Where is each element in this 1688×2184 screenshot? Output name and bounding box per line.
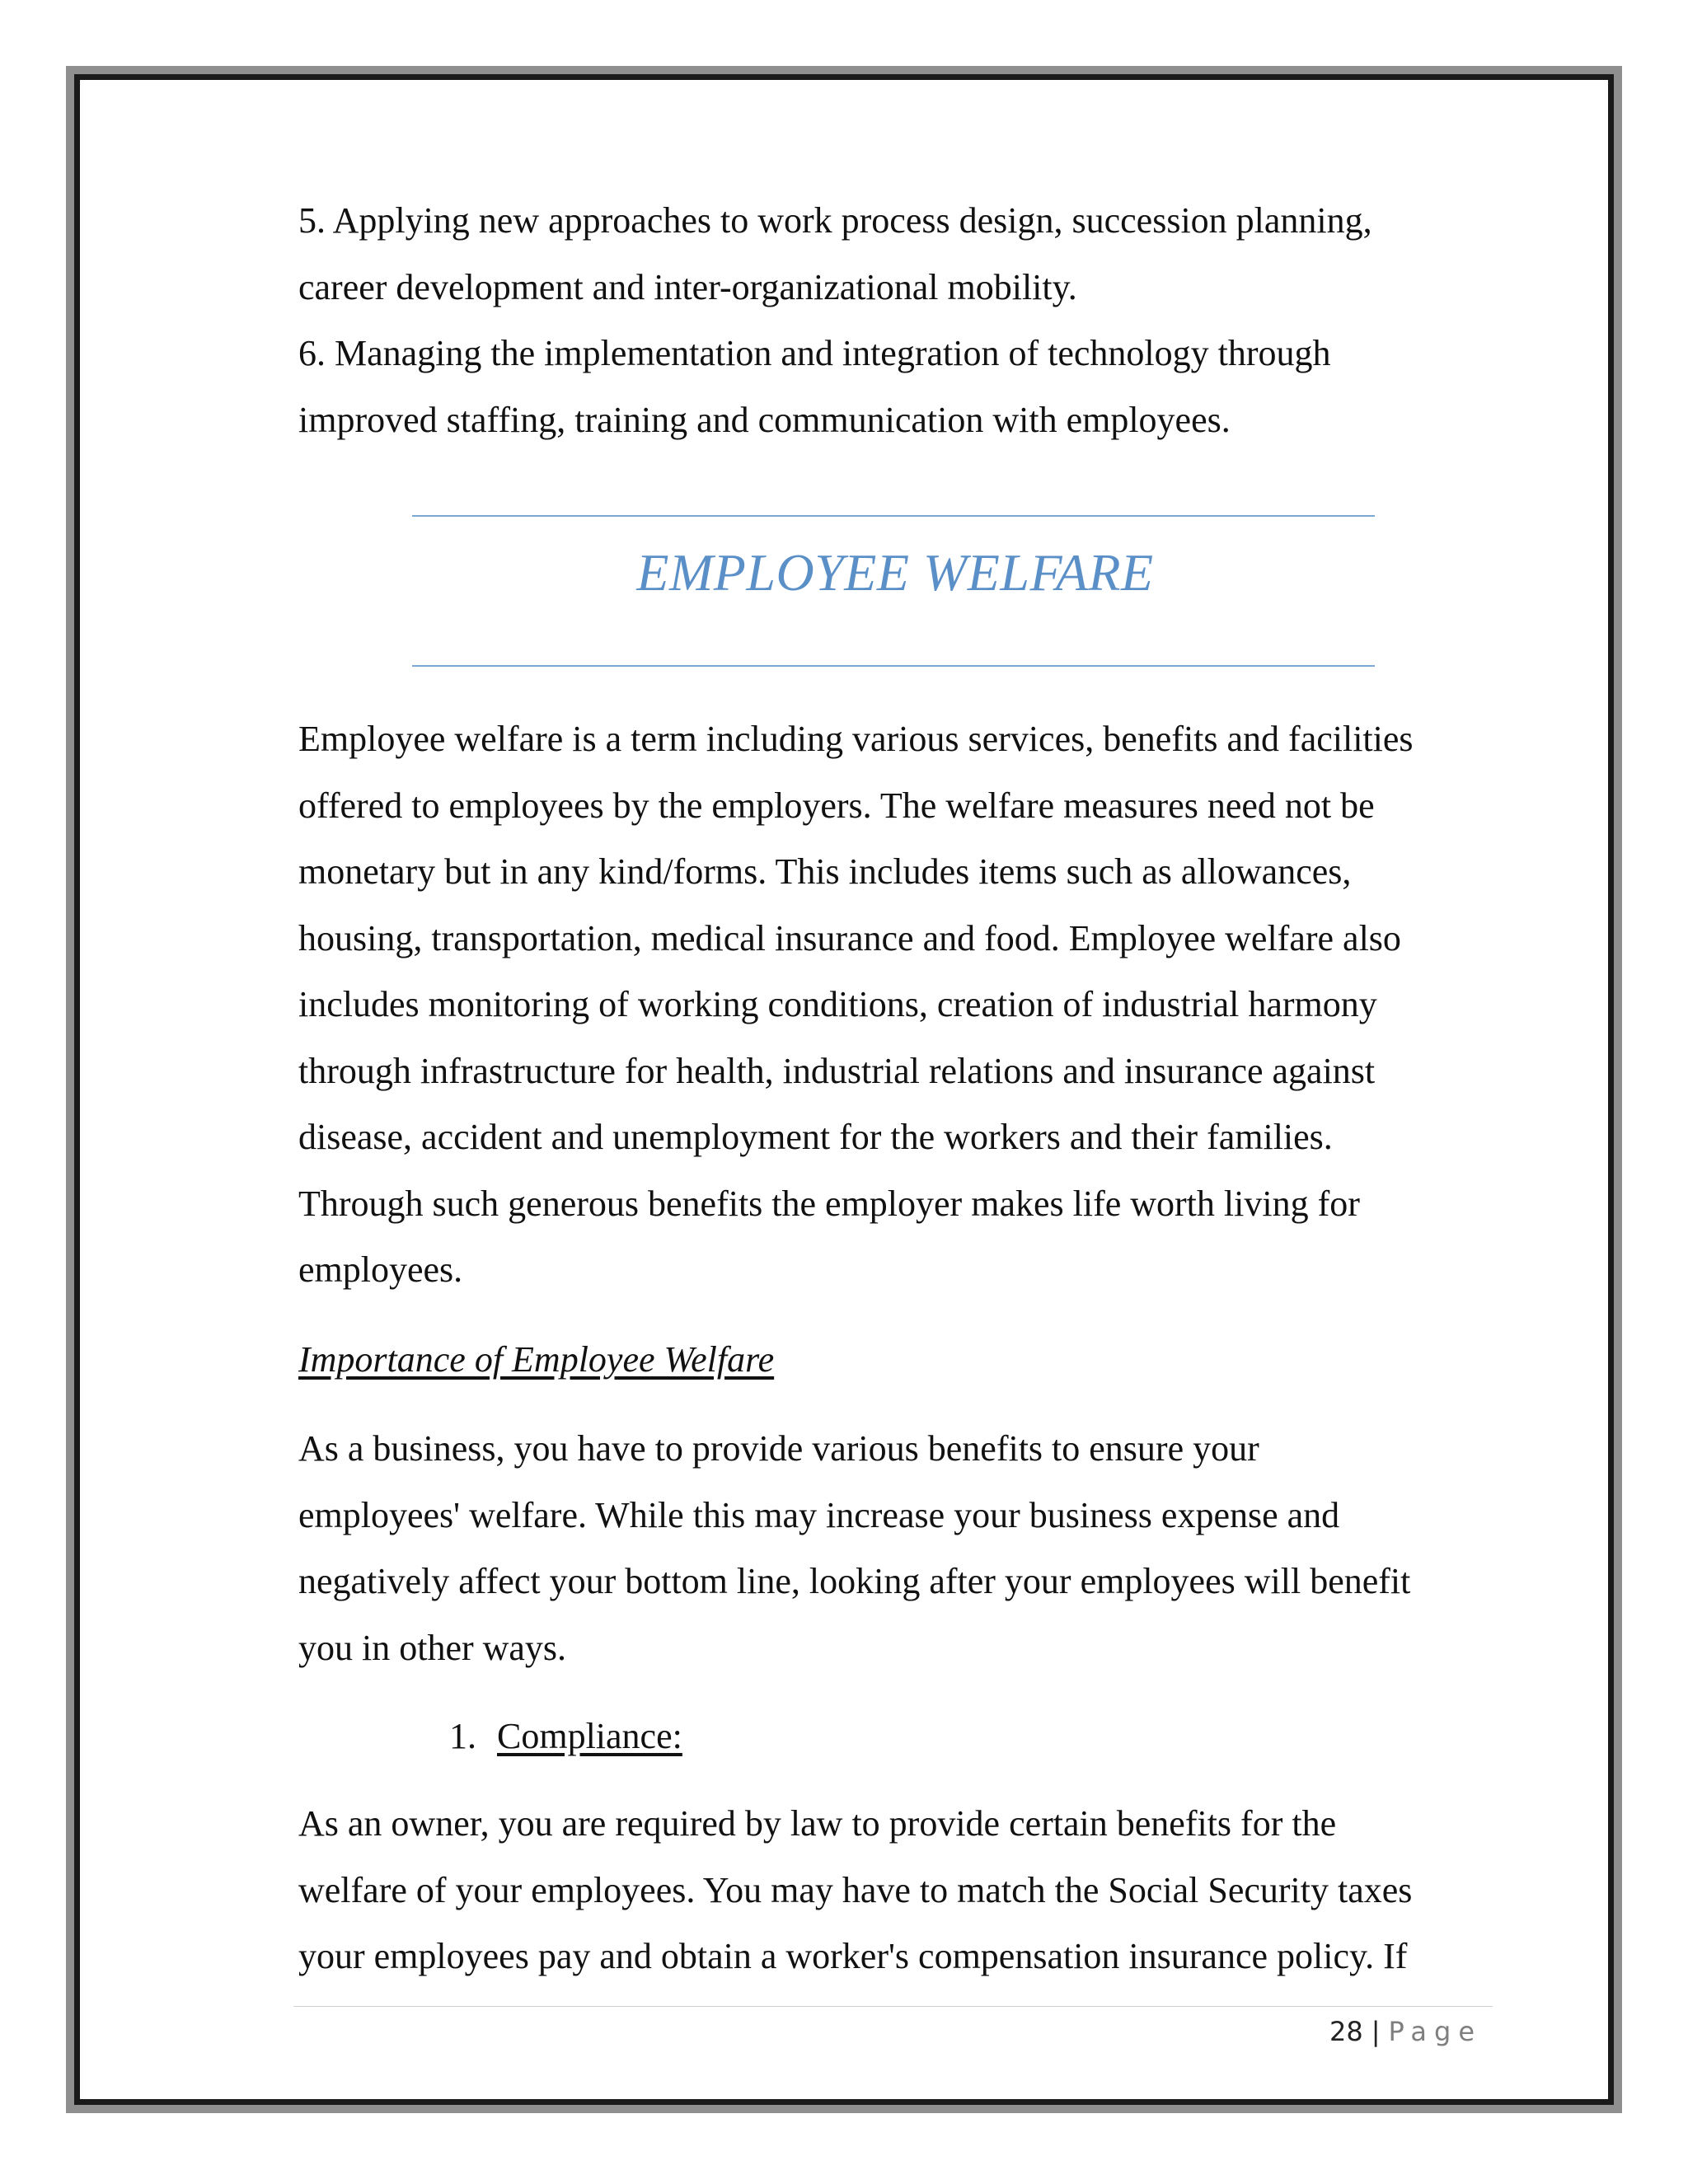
heading-rule-bottom (412, 665, 1375, 667)
intro-line: 6. Managing the implementation and integration of technology through (298, 333, 1331, 373)
footer-rule (293, 2006, 1493, 2007)
definition-line: through infrastructure for health, industrial relations and insurance against (298, 1050, 1376, 1091)
compliance-line: As an owner, you are required by law to provide certain benefits for the (298, 1803, 1337, 1844)
importance-paragraph (298, 1416, 1492, 1681)
definition-paragraph (298, 706, 1492, 1304)
list-item-compliance (449, 1704, 682, 1769)
compliance-line: your employees pay and obtain a worker's compensation insurance policy. If (298, 1936, 1408, 1976)
compliance-line: welfare of your employees. You may have to match the Social Security taxes (298, 1869, 1413, 1910)
page-number: 28 (1329, 2016, 1363, 2047)
page-footer (1329, 2011, 1482, 2052)
intro-line: improved staffing, training and communication with employees. (298, 399, 1231, 440)
intro-line: 5. Applying new approaches to work process design, succession planning, (298, 200, 1372, 241)
definition-line: housing, transportation, medical insurance and food. Employee welfare also (298, 917, 1401, 958)
definition-line: employees. (298, 1249, 463, 1290)
definition-line: offered to employees by the employers. The welfare measures need not be (298, 785, 1375, 826)
importance-line: As a business, you have to provide various benefits to ensure your (298, 1428, 1259, 1469)
compliance-paragraph (298, 1791, 1492, 1990)
importance-line: you in other ways. (298, 1627, 567, 1668)
footer-separator: | (1371, 2016, 1381, 2047)
page-word: Page (1388, 2016, 1482, 2047)
list-label: Compliance: (497, 1716, 682, 1756)
list-number: 1. (449, 1716, 476, 1756)
definition-line: monetary but in any kind/forms. This includes items such as allowances, (298, 851, 1352, 892)
section-heading: EMPLOYEE WELFARE (636, 543, 1154, 602)
definition-line: Employee welfare is a term including various services, benefits and facilities (298, 719, 1414, 759)
importance-line: employees' welfare. While this may increase your business expense and (298, 1494, 1340, 1535)
intro-list (298, 188, 1492, 453)
definition-line: includes monitoring of working conditions, creation of industrial harmony (298, 984, 1377, 1024)
heading-rule-top (412, 515, 1375, 517)
intro-line: career development and inter-organizational mobility. (298, 266, 1077, 307)
importance-line: negatively affect your bottom line, looking after your employees will benefit (298, 1561, 1411, 1601)
importance-subheading: Importance of Employee Welfare (298, 1339, 775, 1380)
definition-line: disease, accident and unemployment for the workers and their families. (298, 1117, 1333, 1157)
definition-line: Through such generous benefits the employer makes life worth living for (298, 1183, 1360, 1224)
